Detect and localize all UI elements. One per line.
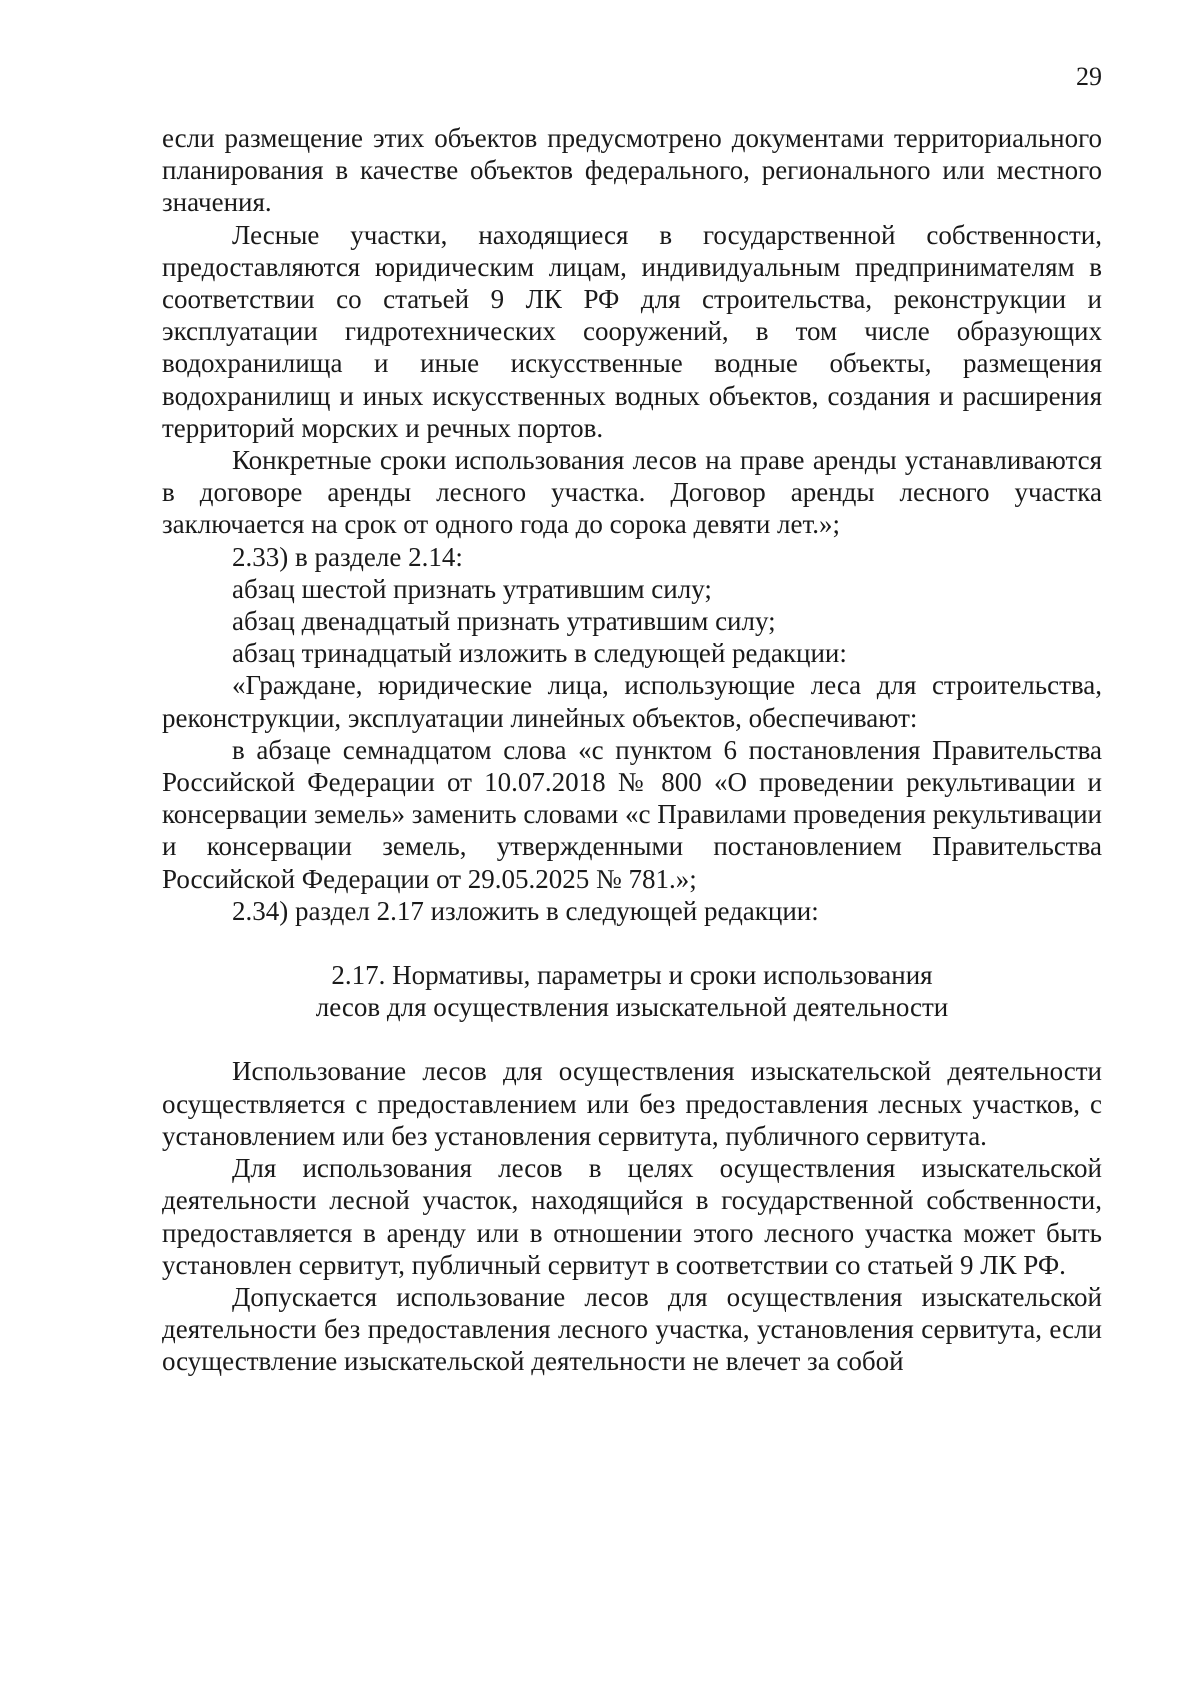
document-body — [162, 122, 1102, 1378]
paragraph-abzac-17: в абзаце семнадцатом слова «с пунктом 6 постановления Правительства Российской Федерации от 10.07.2018 № 800 «О проведении рекультивации и консервации земель» заменить словами «с Правилами проведения рекультивации и консервации земель, утвержденными постановлением Правительства Российской Федерации от 29.05.2025 № 781.»; — [162, 734, 1102, 894]
paragraph-continuation: если размещение этих объектов предусмотрено документами территориального планирования в качестве объектов федерального, регионального или местного значения. — [162, 123, 1102, 218]
amendment-item-2-33: 2.33) в разделе 2.14: — [232, 541, 463, 572]
paragraph-linear-objects: «Граждане, юридические лица, использующие леса для строительства, реконструкции, эксплуатации линейных объектов, обеспечивают: — [162, 670, 1102, 733]
section-heading-line-2: лесов для осуществления изыскательной деятельности — [315, 992, 949, 1023]
paragraph-survey-lease: Для использования лесов в целях осуществления изыскательской деятельности лесной участок, находящийся в государственной собственности, предоставляется в аренду или в отношении этого лесного участка может быть установлен сервитут, публичный сервитут в соответствии со статьей 9 ЛК РФ. — [162, 1153, 1102, 1280]
amendment-item-2-34: 2.34) раздел 2.17 изложить в следующей редакции: — [232, 895, 819, 926]
amendment-sub-6: абзац шестой признать утратившим силу; — [232, 573, 712, 604]
section-heading-2-17 — [162, 959, 1102, 1023]
paragraph-survey-usage: Использование лесов для осуществления изыскательской деятельности осуществляется с предоставлением или без предоставления лесных участков, с установлением или без установления сервитута, публичного сервитута. — [162, 1056, 1102, 1151]
amendment-sub-13: абзац тринадцатый изложить в следующей редакции: — [232, 638, 847, 669]
paragraph-survey-without-plot: Допускается использование лесов для осуществления изыскательской деятельности без предоставления лесного участка, установления сервитута, если осуществление изыскательской деятельности не влечет за собой — [162, 1281, 1102, 1377]
section-heading-line-1: 2.17. Нормативы, параметры и сроки использования — [331, 960, 933, 991]
paragraph-forest-plots-state: Лесные участки, находящиеся в государственной собственности, предоставляются юридическим лицам, индивидуальным предпринимателям в соответствии со статьей 9 ЛК РФ для строительства, реконструкции и эксплуатации гидротехнических сооружений, в том числе образующих водохранилища и иные искусственные водные объекты, размещения водохранилищ и иных искусственных водных объектов, создания и расширения территорий морских и речных портов. — [162, 219, 1102, 443]
page-number: 29 — [1076, 62, 1102, 91]
paragraph-lease-terms: Конкретные сроки использования лесов на праве аренды устанавливаются в договоре аренды лесного участка. Договор аренды лесного участка заключается на срок от одного года до сорока девяти лет.»; — [162, 445, 1102, 540]
amendment-sub-12: абзац двенадцатый признать утратившим силу; — [232, 606, 776, 637]
